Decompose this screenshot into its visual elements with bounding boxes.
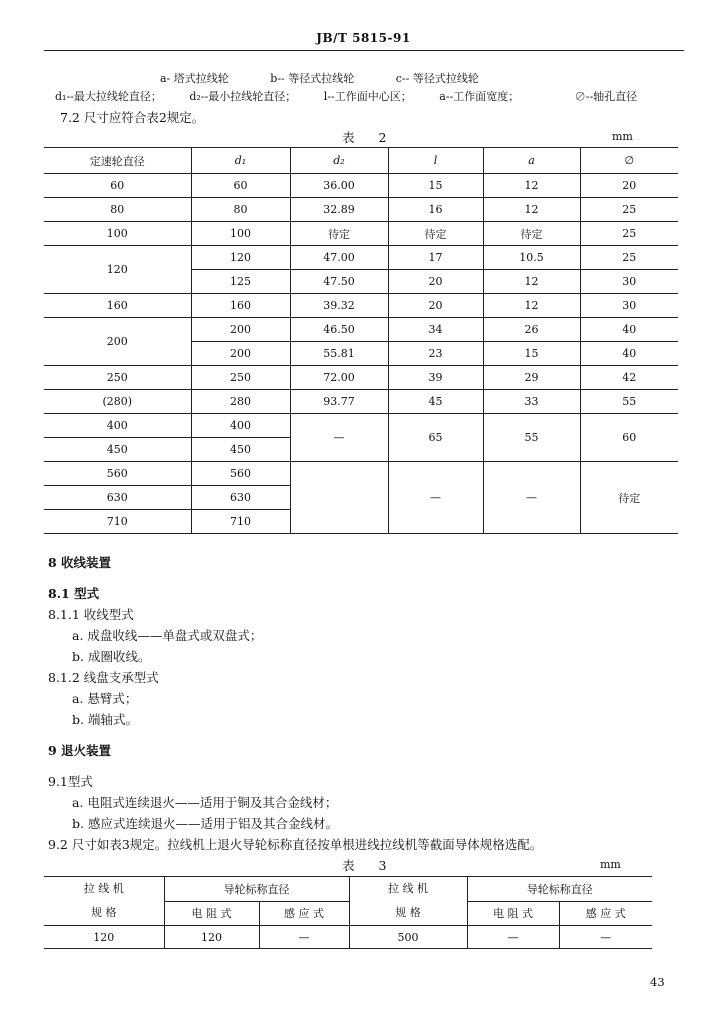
table-cell: 630 [191,486,290,510]
table-cell: 32.89 [290,198,388,222]
table-cell: 125 [191,270,290,294]
table-cell: 280 [191,390,290,414]
table3-title: 表 3 [342,858,397,873]
table-row [44,462,678,486]
section-8-heading: 8 收线装置 [48,555,112,570]
caption-a: a- 塔式拉线轮 [160,72,229,85]
table-cell: 15 [483,342,580,366]
table-cell: — [290,414,388,462]
table-cell: 20 [388,294,483,318]
table-cell: 36.00 [290,174,388,198]
table-row [44,390,678,414]
header-machine-label: 拉 线 机 [388,882,428,895]
table-cell: 25 [580,198,678,222]
table-cell: 65 [388,414,483,462]
header-cell-machine-2 [349,877,467,926]
header-cell: l [388,148,483,174]
header-machine-label: 拉 线 机 [83,882,124,895]
table-cell: 250 [44,366,191,390]
item-8-1-2-b: b. 端轴式。 [72,712,138,727]
caption-d2: d₂--最小拉线轮直径； [189,90,297,103]
table-2 [44,147,678,534]
table-cell: 12 [483,270,580,294]
table-cell: 34 [388,318,483,342]
table-cell: 26 [483,318,580,342]
table-cell: 200 [44,318,191,366]
section-8-1-1: 8.1.1 收线型式 [48,607,134,622]
item-9-1-b: b. 感应式连续退火——适用于铝及其合金线材。 [72,816,338,831]
caption-a-width: a--工作面宽度； [439,90,520,103]
table-cell: 630 [44,486,191,510]
figure-caption-types [160,70,517,86]
table-cell: 120 [164,926,259,949]
table-cell: 560 [44,462,191,486]
table-cell: 400 [44,414,191,438]
table-cell: — [559,926,652,949]
table-cell: 23 [388,342,483,366]
table-cell: 120 [191,246,290,270]
table-cell: 25 [580,222,678,246]
table-cell: 40 [580,318,678,342]
table-cell: 80 [44,198,191,222]
table-cell: 120 [44,246,191,294]
table-row [44,246,678,270]
header-cell: 感 应 式 [559,901,652,926]
table-cell: 16 [388,198,483,222]
caption-bore: ∅--轴孔直径 [574,90,638,103]
table-cell: 60 [191,174,290,198]
table-cell: 39.32 [290,294,388,318]
table-cell: — [259,926,349,949]
table-header-row [44,148,678,174]
table-cell: 710 [191,510,290,534]
table-row [44,926,652,949]
header-cell-machine [44,877,164,926]
header-cell: ∅ [580,148,678,174]
table-cell: 100 [191,222,290,246]
item-8-1-2-a: a. 悬臂式； [72,691,138,706]
item-8-1-1-b: b. 成圈收线。 [72,649,151,664]
table-row [44,318,678,342]
table-cell: 80 [191,198,290,222]
table-cell: 46.50 [290,318,388,342]
table-cell: 560 [191,462,290,486]
table-row [44,222,678,246]
table3-unit: mm [600,858,621,871]
table-header-row [44,877,652,902]
header-spec-label: 规 格 [395,906,421,919]
table-cell: 29 [483,366,580,390]
table-cell: 20 [388,270,483,294]
page-number: 43 [650,975,665,989]
table-cell: 待定 [580,462,678,534]
table-cell: 12 [483,174,580,198]
header-rule [44,50,684,51]
table-cell: 55.81 [290,342,388,366]
header-cell: a [483,148,580,174]
table-cell: 60 [580,414,678,462]
table-cell: 20 [580,174,678,198]
header-spec-label: 规 格 [91,906,117,919]
table-cell: 200 [191,342,290,366]
table-cell: — [467,926,559,949]
header-cell: 导轮标称直径 [467,877,652,902]
item-8-1-1-a: a. 成盘收线——单盘式或双盘式； [72,628,263,643]
table-cell: 400 [191,414,290,438]
clause-9-2: 9.2 尺寸如表3规定。拉线机上退火导轮标称直径按单根进线拉线机等截面导体规格选配。 [48,837,543,852]
table-cell: (280) [44,390,191,414]
section-9-1-heading: 9.1型式 [48,774,93,789]
table-cell: 待定 [388,222,483,246]
table-cell: 93.77 [290,390,388,414]
table-cell: 160 [44,294,191,318]
table-cell: 17 [388,246,483,270]
table-row [44,198,678,222]
standard-header: JB/T 5815-91 [316,31,411,45]
table2-title: 表 2 [342,130,397,145]
table-cell: 47.00 [290,246,388,270]
table-cell: 200 [191,318,290,342]
table-cell: 55 [483,414,580,462]
caption-c: c-- 等径式拉线轮 [395,72,479,85]
clause-7-2: 7.2 尺寸应符合表2规定。 [60,110,205,125]
table-row [44,366,678,390]
table-cell: 15 [388,174,483,198]
table-cell: — [388,462,483,534]
table-row [44,174,678,198]
table-cell: 待定 [483,222,580,246]
header-cell: 定速轮直径 [44,148,191,174]
table-cell: 160 [191,294,290,318]
section-8-1-2: 8.1.2 线盘支承型式 [48,670,159,685]
table-cell: 45 [388,390,483,414]
table-cell: 30 [580,294,678,318]
table-cell: 100 [44,222,191,246]
table-row [44,294,678,318]
table-cell: 待定 [290,222,388,246]
table-cell: 39 [388,366,483,390]
table-cell [290,462,388,534]
item-9-1-a: a. 电阻式连续退火——适用于铜及其合金线材； [72,795,338,810]
table-cell: 450 [191,438,290,462]
table-cell: — [483,462,580,534]
table-cell: 10.5 [483,246,580,270]
header-cell: 电 阻 式 [164,901,259,926]
table2-unit: mm [612,130,633,143]
table-cell: 250 [191,366,290,390]
table-3 [44,876,652,949]
figure-caption-symbols [55,88,661,104]
table-cell: 450 [44,438,191,462]
table-cell: 72.00 [290,366,388,390]
table-cell: 60 [44,174,191,198]
table-cell: 500 [349,926,467,949]
table-cell: 33 [483,390,580,414]
table-cell: 30 [580,270,678,294]
table-cell: 120 [44,926,164,949]
table-row [44,414,678,438]
caption-b: b-- 等径式拉线轮 [270,72,355,85]
header-cell: d₁ [191,148,290,174]
table-cell: 42 [580,366,678,390]
header-cell: 电 阻 式 [467,901,559,926]
table-cell: 12 [483,294,580,318]
section-8-1-heading: 8.1 型式 [48,586,100,601]
table-cell: 40 [580,342,678,366]
table-cell: 55 [580,390,678,414]
table-cell: 47.50 [290,270,388,294]
section-9-heading: 9 退火装置 [48,743,112,758]
header-cell: 感 应 式 [259,901,349,926]
header-cell: 导轮标称直径 [164,877,349,902]
table-cell: 25 [580,246,678,270]
caption-d1: d₁--最大拉线轮直径； [55,90,162,103]
caption-l: l--工作面中心区； [323,90,412,103]
table-cell: 710 [44,510,191,534]
header-cell: d₂ [290,148,388,174]
table-cell: 12 [483,198,580,222]
